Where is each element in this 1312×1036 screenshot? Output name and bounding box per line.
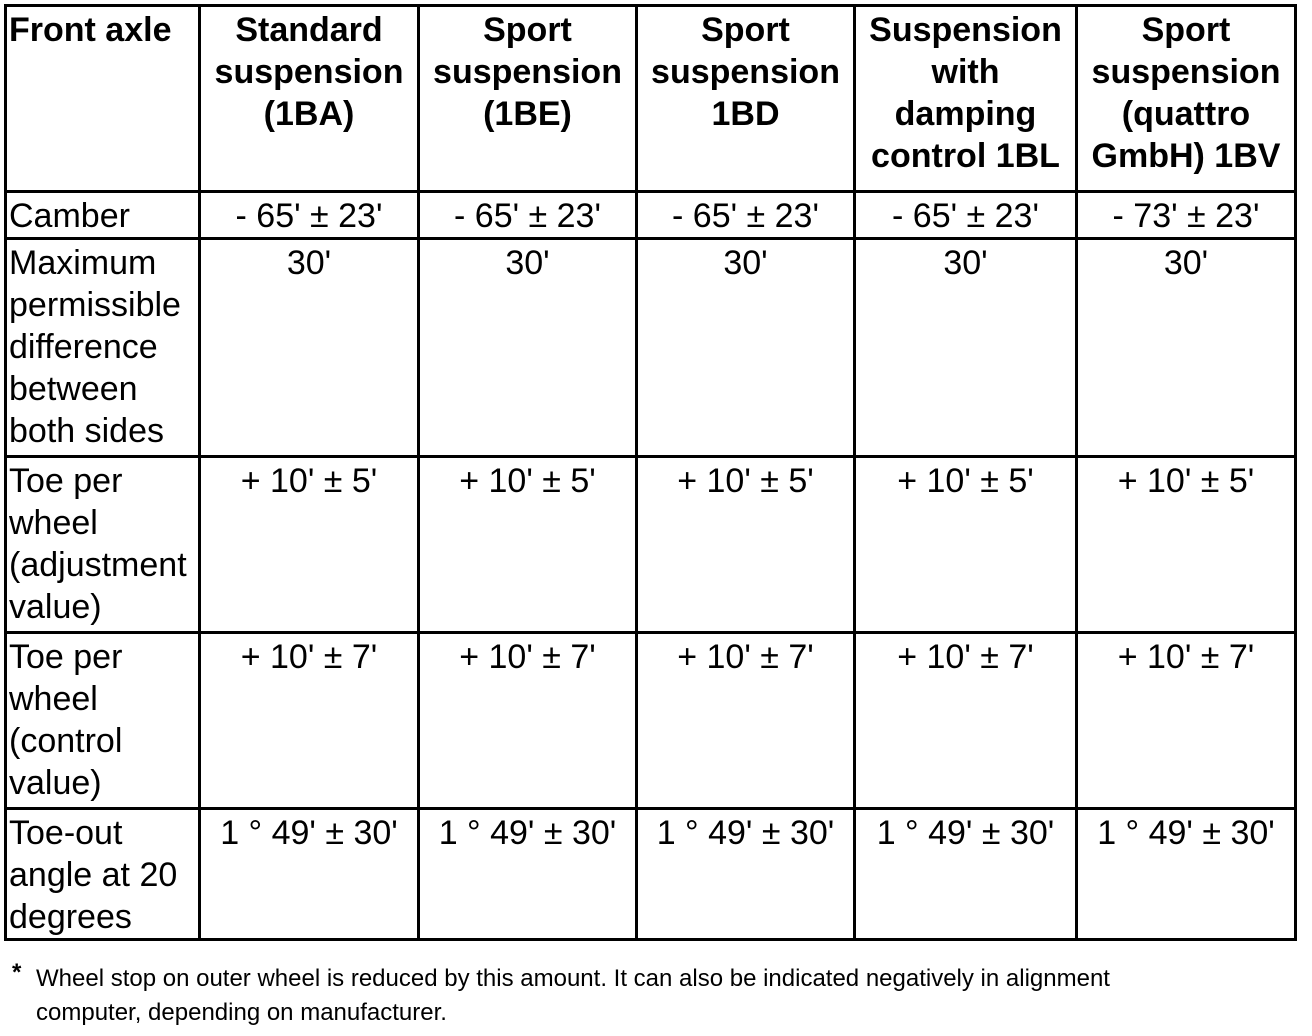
footnote [12, 959, 1212, 1030]
table-cell: 30' [1077, 239, 1296, 457]
table-row [6, 809, 1296, 940]
row-label: Camber [6, 192, 200, 239]
row-label: Toe per wheel (adjustment value) [6, 457, 200, 633]
table-cell: + 10' ± 5' [200, 457, 419, 633]
table-cell: + 10' ± 5' [419, 457, 637, 633]
header-standard-1ba: Standard suspension (1BA) [200, 6, 419, 192]
table-row [6, 239, 1296, 457]
table-header-row [6, 6, 1296, 192]
table-cell: + 10' ± 7' [637, 633, 855, 809]
table-cell: 1 ° 49' ± 30' [855, 809, 1077, 940]
table-row [6, 633, 1296, 809]
row-label: Toe per wheel (control value) [6, 633, 200, 809]
row-label: Toe-out angle at 20 degrees [6, 809, 200, 940]
row-label: Maximum permissible difference between both sides [6, 239, 200, 457]
header-damping-1bl: Suspension with damping control 1BL [855, 6, 1077, 192]
table-cell: + 10' ± 5' [1077, 457, 1296, 633]
alignment-spec-table [4, 4, 1297, 941]
table-cell: 30' [637, 239, 855, 457]
table-cell: 1 ° 49' ± 30' [419, 809, 637, 940]
table-row [6, 192, 1296, 239]
table-cell: + 10' ± 7' [200, 633, 419, 809]
table-cell: 30' [419, 239, 637, 457]
header-quattro-1bv: Sport suspension (quattro GmbH) 1BV [1077, 6, 1296, 192]
table-cell: - 65' ± 23' [855, 192, 1077, 239]
table-cell: 1 ° 49' ± 30' [637, 809, 855, 940]
table-cell: + 10' ± 5' [637, 457, 855, 633]
table-cell: - 73' ± 23' [1077, 192, 1296, 239]
table-cell: 30' [855, 239, 1077, 457]
table-cell: - 65' ± 23' [637, 192, 855, 239]
table-cell: + 10' ± 5' [855, 457, 1077, 633]
header-sport-1bd: Sport suspension 1BD [637, 6, 855, 192]
table-cell: 1 ° 49' ± 30' [200, 809, 419, 940]
table-cell: + 10' ± 7' [419, 633, 637, 809]
table-cell: - 65' ± 23' [200, 192, 419, 239]
table-cell: + 10' ± 7' [1077, 633, 1296, 809]
footnote-text: Wheel stop on outer wheel is reduced by this amount. It can also be indicated negatively in alignment computer, depending on manufacturer. [36, 965, 1110, 1026]
footnote-marker: * [12, 959, 22, 986]
table-cell: + 10' ± 7' [855, 633, 1077, 809]
table-cell: 30' [200, 239, 419, 457]
table-cell: 1 ° 49' ± 30' [1077, 809, 1296, 940]
table-cell: - 65' ± 23' [419, 192, 637, 239]
header-sport-1be: Sport suspension (1BE) [419, 6, 637, 192]
table-row [6, 457, 1296, 633]
header-front-axle: Front axle [6, 6, 200, 192]
